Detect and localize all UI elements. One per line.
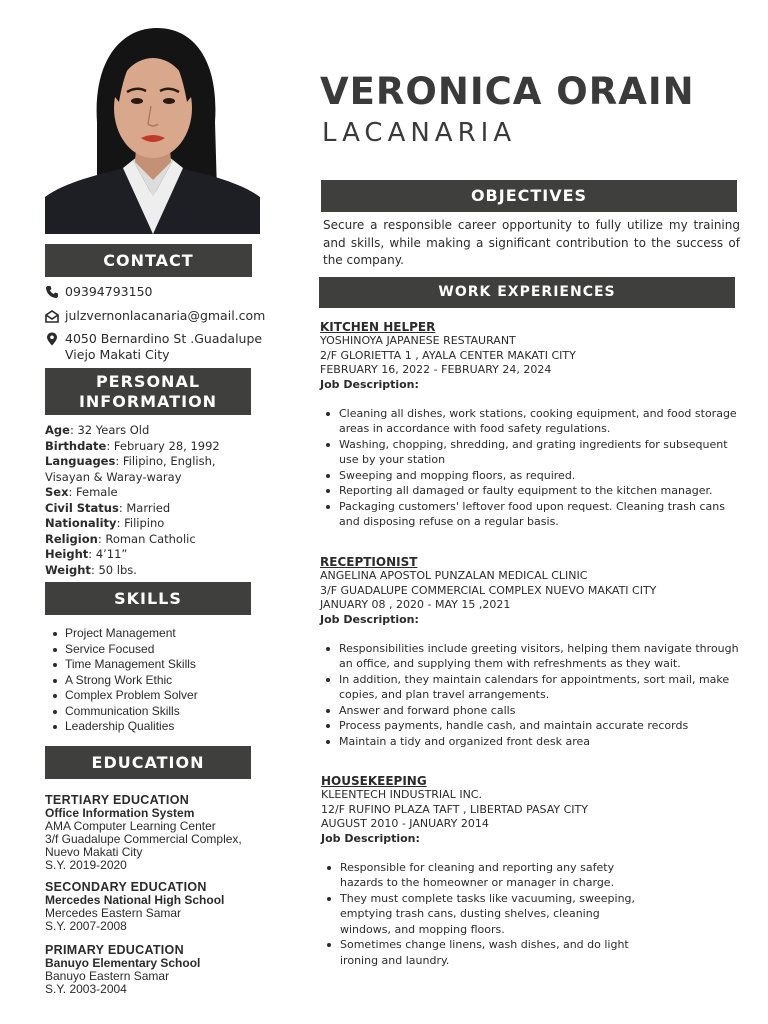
skill-item: Communication Skills	[50, 704, 198, 720]
education-tertiary	[45, 794, 295, 872]
info-civil-status: Civil Status: Married	[45, 500, 171, 515]
contact-heading	[45, 244, 252, 277]
objectives-heading	[321, 180, 737, 212]
job-dates: JANUARY 08 , 2020 - MAY 15 ,2021	[320, 598, 511, 611]
education-level: TERTIARY EDUCATION	[45, 793, 190, 807]
job-duty: Process payments, handle cash, and maintain accurate records	[320, 718, 740, 734]
skills-heading	[45, 582, 251, 615]
info-weight: Weight: 50 lbs.	[45, 562, 137, 577]
job-duty: Sweeping and mopping floors, as required.	[320, 468, 740, 484]
info-religion: Religion: Roman Catholic	[45, 531, 196, 546]
skills-list	[50, 626, 198, 735]
skill-item: A Strong Work Ethic	[50, 673, 198, 689]
education-line: 3/f Guadalupe Commercial Complex,	[45, 832, 242, 846]
education-line: S.Y. 2019-2020	[45, 858, 127, 872]
job-company: ANGELINA APOSTOL PUNZALAN MEDICAL CLINIC	[320, 569, 588, 582]
education-heading-text: EDUCATION	[91, 753, 205, 772]
contact-email	[45, 308, 265, 324]
work-experiences-heading	[319, 277, 735, 308]
job-title: HOUSEKEEPING	[321, 774, 427, 788]
skill-item: Project Management	[50, 626, 198, 642]
contact-phone	[45, 284, 152, 300]
job-duty: They must complete tasks like vacuuming, sweeping, emptying trash cans, dusting shelves, cleaning windows, and mopping floors.	[321, 891, 641, 938]
job-duties	[321, 860, 641, 969]
job-duty: Responsibilities include greeting visitors, helping them navigate through an office, and supplying them with refreshments as they wait.	[320, 641, 740, 672]
phone-icon	[45, 285, 59, 299]
address-line-1: 4050 Bernardino St .Guadalupe	[65, 331, 263, 346]
portrait-image	[45, 22, 260, 234]
phone-number: 09394793150	[65, 284, 153, 299]
objectives-heading-text: OBJECTIVES	[470, 186, 588, 205]
education-level: SECONDARY EDUCATION	[45, 880, 207, 894]
profile-photo	[45, 22, 260, 234]
education-line: S.Y. 2007-2008	[45, 919, 127, 933]
education-line: Mercedes Eastern Samar	[45, 906, 182, 920]
education-school: Mercedes National High School	[45, 893, 225, 907]
info-birthdate: Birthdate: February 28, 1992	[45, 438, 220, 453]
info-sex: Sex: Female	[45, 485, 118, 499]
job-duty: Answer and forward phone calls	[320, 703, 740, 719]
job-housekeeping	[321, 774, 741, 968]
job-duty: In addition, they maintain calendars for appointments, sort mail, make copies, and plan travel arrangements.	[320, 672, 740, 703]
education-heading	[45, 746, 251, 779]
email-icon	[45, 309, 59, 323]
job-duty: Washing, chopping, shredding, and grating ingredients for subsequent use by your station	[320, 437, 740, 468]
job-description-label: Job Description:	[320, 612, 419, 626]
email-address: julzvernonlacanaria@gmail.com	[65, 308, 266, 323]
job-duty: Packaging customers' leftover food upon request. Cleaning trash cans and disposing refuse on a regular basis.	[320, 499, 740, 530]
job-duty: Cleaning all dishes, work stations, cooking equipment, and food storage areas in accordance with food safety regulations.	[320, 406, 740, 437]
job-duty: Sometimes change linens, wash dishes, and do light ironing and laundry.	[321, 937, 641, 968]
job-company: KLEENTECH INDUSTRIAL INC.	[321, 788, 482, 801]
info-nationality: Nationality: Filipino	[45, 516, 165, 530]
job-duties	[320, 406, 740, 530]
info-height: Height: 4’11”	[45, 547, 128, 561]
job-duty: Responsible for cleaning and reporting any safety hazards to the homeowner or manager in charge.	[321, 860, 641, 891]
info-languages: Languages: Filipino, English,	[45, 454, 216, 468]
personal-info-heading	[45, 368, 251, 415]
education-school: Office Information System	[45, 806, 195, 820]
job-address: 3/F GUADALUPE COMMERCIAL COMPLEX NUEVO MAKATI CITY	[320, 583, 657, 597]
education-primary	[45, 944, 295, 996]
job-receptionist	[320, 555, 740, 749]
job-address: 12/F RUFINO PLAZA TAFT , LIBERTAD PASAY CITY	[321, 802, 588, 816]
location-pin-icon	[45, 332, 59, 346]
job-description-label: Job Description:	[320, 377, 419, 391]
skill-item: Time Management Skills	[50, 657, 198, 673]
skill-item: Complex Problem Solver	[50, 688, 198, 704]
job-title: KITCHEN HELPER	[320, 320, 436, 334]
job-duty: Reporting all damaged or faulty equipment to the kitchen manager.	[320, 483, 740, 499]
skill-item: Leadership Qualities	[50, 719, 198, 735]
job-dates: FEBRUARY 16, 2022 - FEBRUARY 24, 2024	[320, 363, 552, 376]
personal-info-heading-line2: INFORMATION	[78, 392, 218, 411]
contact-address	[45, 331, 262, 363]
job-description-label: Job Description:	[321, 831, 420, 845]
education-secondary	[45, 881, 295, 933]
skills-heading-text: SKILLS	[114, 589, 182, 608]
contact-heading-text: CONTACT	[103, 251, 194, 270]
job-address: 2/F GLORIETTA 1 , AYALA CENTER MAKATI CITY	[320, 348, 576, 362]
education-level: PRIMARY EDUCATION	[45, 943, 184, 957]
address-line-2: Viejo Makati City	[65, 347, 170, 362]
education-line: AMA Computer Learning Center	[45, 819, 216, 833]
job-kitchen-helper	[320, 320, 740, 530]
education-line: Banuyo Eastern Samar	[45, 969, 170, 983]
education-line: Nuevo Makati City	[45, 845, 143, 859]
name-first: VERONICA ORAIN	[320, 70, 695, 113]
job-title: RECEPTIONIST	[320, 555, 418, 569]
education-school: Banuyo Elementary School	[45, 956, 201, 970]
education-line: S.Y. 2003-2004	[45, 982, 127, 996]
job-company: YOSHINOYA JAPANESE RESTAURANT	[320, 334, 516, 347]
objective-text: Secure a responsible career opportunity to fully utilize my training and skills, while making a significant contribution to the success of the company.	[323, 218, 740, 267]
name-last: LACANARIA	[322, 118, 517, 148]
personal-info-heading-line1: PERSONAL	[95, 372, 201, 391]
job-duty: Maintain a tidy and organized front desk area	[320, 734, 740, 750]
work-experiences-heading-text: WORK EXPERIENCES	[438, 284, 616, 300]
job-duties	[320, 641, 740, 750]
info-languages-cont: Visayan & Waray-waray	[45, 469, 182, 484]
skill-item: Service Focused	[50, 642, 198, 658]
job-dates: AUGUST 2010 - JANUARY 2014	[321, 817, 489, 830]
personal-info-list	[45, 423, 265, 578]
info-age: Age: 32 Years Old	[45, 423, 150, 437]
